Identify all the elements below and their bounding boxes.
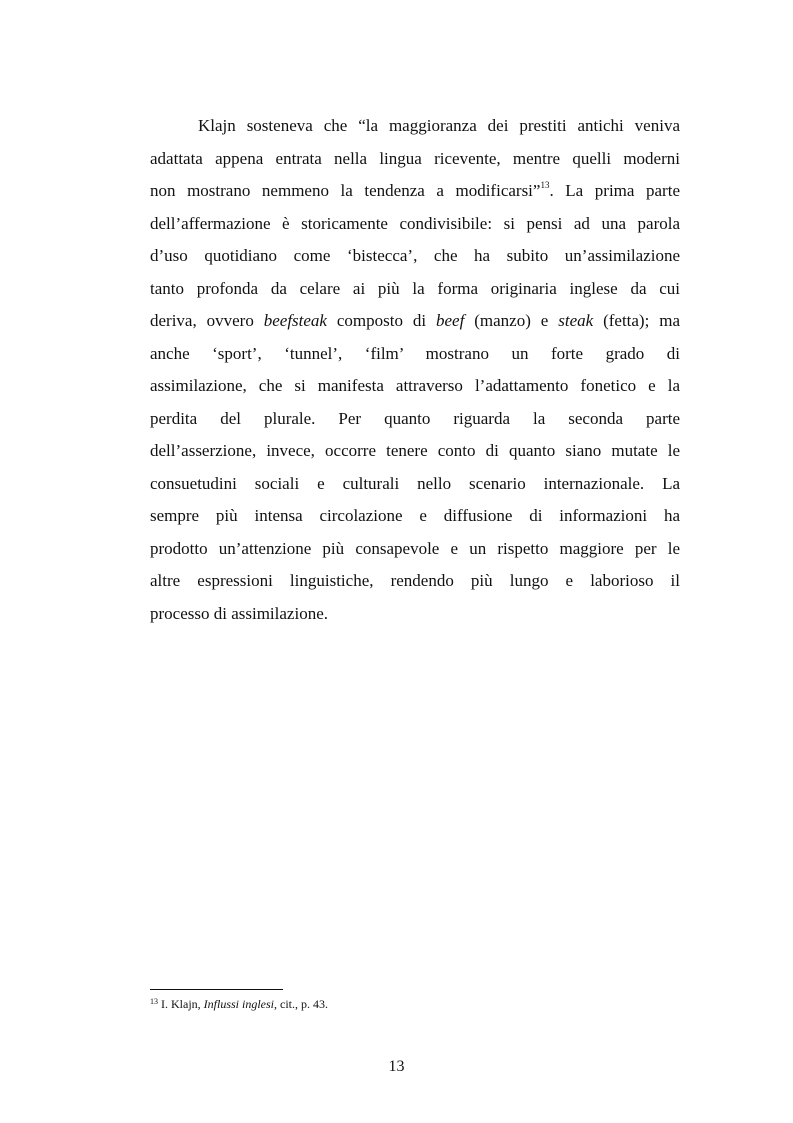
page-number: 13 <box>388 1058 405 1075</box>
italic-term: beefsteak <box>263 311 327 330</box>
paragraph-line: assimilazione, che si manifesta attraverso l’adattamento fonetico e la <box>150 376 680 395</box>
paragraph-line: prodotto un’attenzione più consapevole e un rispetto maggiore per le <box>150 538 680 558</box>
footnote-title: Influssi inglesi <box>203 997 274 1011</box>
paragraph-line: consuetudini sociali e culturali nello scenario internazionale. La <box>150 473 680 493</box>
italic-term: steak <box>558 311 594 330</box>
footnote <box>150 996 328 1012</box>
paragraph-text: (manzo) e <box>464 311 559 330</box>
italic-term: beef <box>436 311 465 330</box>
paragraph-text: . La prima parte <box>549 181 680 200</box>
paragraph-line: d’uso quotidiano come ‘bistecca’, che ha subito un’assimilazione <box>150 246 680 265</box>
paragraph-line <box>150 305 680 338</box>
footnote-reference[interactable]: 13 <box>540 180 550 190</box>
paragraph-text: non mostrano nemmeno la tendenza a modificarsi” <box>150 181 541 200</box>
footnote-marker: 13 <box>150 997 158 1006</box>
paragraph-line: sempre più intensa circolazione e diffusione di informazioni ha <box>150 506 680 525</box>
paragraph-line: dell’asserzione, invece, occorre tenere conto di quanto siano mutate le <box>150 441 680 460</box>
footnote-separator <box>150 989 283 990</box>
footnote-text: , cit., p. 43. <box>274 997 328 1011</box>
paragraph-line: Klajn sosteneva che “la maggioranza dei prestiti antichi veniva <box>198 116 680 135</box>
paragraph-line <box>150 175 680 208</box>
paragraph-line: tanto profonda da celare ai più la forma originaria inglese da cui <box>150 278 680 298</box>
paragraph-line: dell’affermazione è storicamente condivisibile: si pensi ad una parola <box>150 213 680 233</box>
main-paragraph <box>150 110 680 630</box>
paragraph-line: anche ‘sport’, ‘tunnel’, ‘film’ mostrano un forte grado di <box>150 343 680 363</box>
paragraph-line: altre espressioni linguistiche, rendendo più lungo e laborioso il <box>150 571 680 590</box>
paragraph-text: composto di <box>326 311 437 330</box>
paragraph-text: (fetta); ma <box>593 311 680 330</box>
paragraph-line: perdita del plurale. Per quanto riguarda la seconda parte <box>150 408 680 428</box>
paragraph-line: processo di assimilazione. <box>150 603 328 623</box>
paragraph-line: adattata appena entrata nella lingua ricevente, mentre quelli moderni <box>150 148 680 168</box>
footnote-text: I. Klajn, <box>158 997 204 1011</box>
paragraph-text: deriva, ovvero <box>150 311 264 330</box>
